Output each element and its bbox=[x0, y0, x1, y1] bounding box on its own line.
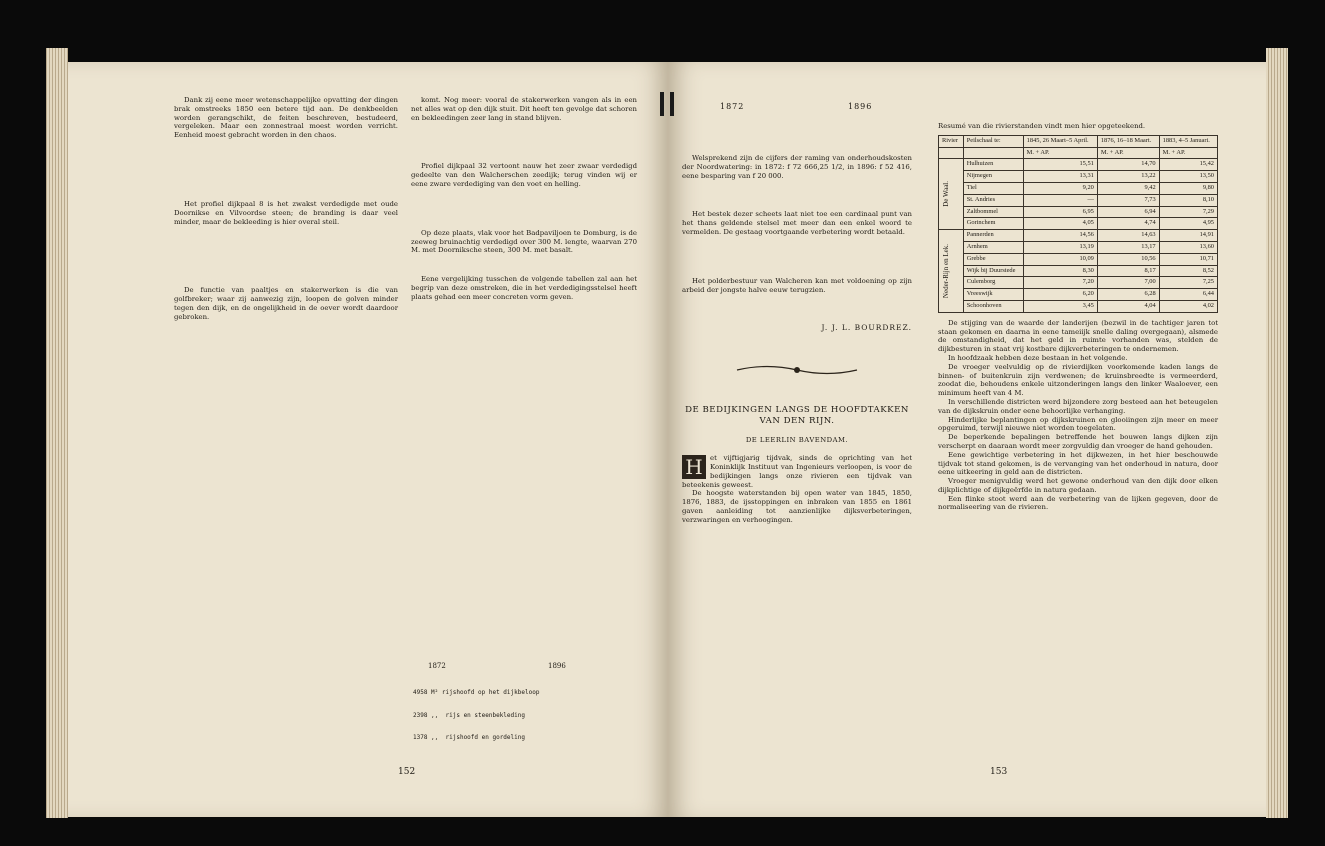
water-level: 7,73 bbox=[1097, 194, 1159, 206]
right-page bbox=[668, 62, 1266, 817]
water-level: 6,20 bbox=[1023, 289, 1097, 301]
paragraph: et vijftigjarig tijdvak, sinds de oprichting van het Koninklijk Instituut van Ingenieurs verloopen, is voor de bedijkingen langs onze rivieren een tijdvak van beteekenis geweest. bbox=[682, 454, 912, 489]
paragraph: Welsprekend zijn de cijfers der raming van onderhoudskosten der Noordwatering: in 1872: f 72 666,25 1/2, in 1896: f 52 416, eene besparing van f 20 000. bbox=[682, 154, 912, 180]
page-edges-left bbox=[46, 48, 68, 818]
paragraph: De vroeger veelvuldig op de rivierdijken voorkomende kaden langs de binnen- of buitenkruin zijn verdwenen; de kruinsbreedte is vermeerderd, zoodat die, behoudens enkele uitzonderingen langs den linker Waaloever, een minimum heeft van 4 M. bbox=[938, 362, 1218, 398]
water-level: 9,20 bbox=[1023, 182, 1097, 194]
unit-label: M. + AP. bbox=[1097, 147, 1159, 159]
water-level: 9,80 bbox=[1159, 182, 1217, 194]
river-group-label: Neder-Rijn en Lek. bbox=[942, 243, 950, 298]
paragraph: Hinderlijke beplantingen op dijkskruinen en glooiingen zijn meer en meer opgeruimd, terwijl nieuwe niet worden toegelaten. bbox=[938, 415, 1218, 433]
page-number-right: 153 bbox=[990, 767, 1008, 777]
table-heading: Resumé van die rivierstanden vindt men hier opgeteekend. bbox=[938, 122, 1146, 130]
water-level: 15,51 bbox=[1023, 159, 1097, 171]
gauge-place: Hulhuizen bbox=[963, 159, 1023, 171]
water-level: 13,17 bbox=[1097, 241, 1159, 253]
gauge-place: Nijmegen bbox=[963, 171, 1023, 183]
mini-row: 1378 ,, rijshoofd en gordeling bbox=[413, 734, 525, 741]
water-level: 14,91 bbox=[1159, 230, 1217, 242]
water-level: 4,95 bbox=[1159, 218, 1217, 230]
water-level: 4,04 bbox=[1097, 300, 1159, 312]
water-level: 7,20 bbox=[1023, 277, 1097, 289]
water-level: 8,30 bbox=[1023, 265, 1097, 277]
water-level: 13,19 bbox=[1023, 241, 1097, 253]
gauge-place: Culemborg bbox=[963, 277, 1023, 289]
unit-label: M. + AP. bbox=[1023, 147, 1097, 159]
table-row bbox=[939, 277, 1218, 289]
water-level: 14,70 bbox=[1097, 159, 1159, 171]
paragraph: Vroeger menigvuldig werd het gewone onderhoud van den dijk door elken dijkplichtige of dijkgeërfde in natura gedaan. bbox=[938, 477, 1218, 494]
water-level: 13,22 bbox=[1097, 171, 1159, 183]
gauge-place: Grebbe bbox=[963, 253, 1023, 265]
signature: J. J. L. BOURDREZ. bbox=[821, 323, 912, 333]
water-level: 7,00 bbox=[1097, 277, 1159, 289]
water-level: 6,94 bbox=[1097, 206, 1159, 218]
paragraph: In hoofdzaak hebben deze bestaan in het volgende. bbox=[948, 353, 1128, 362]
table-row bbox=[939, 289, 1218, 301]
water-level: 10,09 bbox=[1023, 253, 1097, 265]
water-level: 4,02 bbox=[1159, 300, 1217, 312]
year-1872: 1872 bbox=[720, 102, 745, 111]
paragraph: De functie van paaltjes en stakerwerken is die van golfbreker; waar zij aanwezig zijn, loopen de golven minder tegen den dijk, en de ongelijkheid in de oever wordt daardoor gebroken. bbox=[174, 286, 398, 321]
water-level: 15,42 bbox=[1159, 159, 1217, 171]
col-header: 1876, 16–18 Maart. bbox=[1097, 135, 1159, 147]
paragraph: De hoogste waterstanden bij open water van 1845, 1850, 1876, 1883, de ijsstoppingen en inbraken van 1855 en 1861 gaven aanleiding tot aanzienlijke dijksverbeteringen, verzwaringen en verhoogingen. bbox=[682, 489, 912, 524]
water-level: 10,56 bbox=[1097, 253, 1159, 265]
gauge-place: Arnhem bbox=[963, 241, 1023, 253]
gauge-place: Zaltbommel bbox=[963, 206, 1023, 218]
open-book bbox=[46, 40, 1288, 825]
water-level: 10,71 bbox=[1159, 253, 1217, 265]
paragraph: Op deze plaats, vlak voor het Badpaviljoen te Domburg, is de zeeweg bruinachtig verdedigd over 300 M. lengte, waarvan 270 M. met Doorniksche steen, 300 M. met basalt. bbox=[411, 228, 637, 255]
table-row bbox=[939, 265, 1218, 277]
mini-year-1896: 1896 bbox=[548, 662, 566, 670]
article-author: DE LEERLIN BAVENDAM. bbox=[745, 436, 849, 445]
water-level: — bbox=[1023, 194, 1097, 206]
col-header: 1845, 26 Maart–5 April. bbox=[1023, 135, 1097, 147]
table-row bbox=[939, 159, 1218, 171]
paragraph: Een flinke stoot werd aan de verbetering van de lijken gegeven, door de normaliseering van de rivieren. bbox=[938, 494, 1218, 512]
water-level: 8,52 bbox=[1159, 265, 1217, 277]
water-level: 9,42 bbox=[1097, 182, 1159, 194]
table-row bbox=[939, 253, 1218, 265]
water-level: 7,29 bbox=[1159, 206, 1217, 218]
left-column-2 bbox=[411, 96, 637, 302]
gauge-place: Wijk bij Duurstede bbox=[963, 265, 1023, 277]
water-level: 6,95 bbox=[1023, 206, 1097, 218]
paragraph: Eene gewichtige verbetering in het dijkwezen, in het hier beschouwde tijdvak tot stand gekomen, is de vervanging van het onderhoud in natura, door eene uitkeering in geld aan de districten. bbox=[938, 450, 1218, 477]
gutter-marker-left bbox=[660, 92, 664, 116]
water-level: 4,05 bbox=[1023, 218, 1097, 230]
col-header: Rivier bbox=[939, 135, 964, 147]
water-level: 14,56 bbox=[1023, 230, 1097, 242]
table-row bbox=[939, 218, 1218, 230]
paragraph: Het bestek dezer scheets laat niet toe een cardinaal punt van het thans geldende stelsel met meer dan een enkel woord te vermelden. De gestaag voortgaande verbetering wordt betaald. bbox=[682, 210, 912, 236]
water-level: 13,60 bbox=[1159, 241, 1217, 253]
drop-cap: H bbox=[682, 455, 706, 479]
paragraph: Het profiel dijkpaal 8 is het zwakst verdedigde met oude Doornikse en Vilvoordse steen; de branding is daar veel minder, maar de bekleeding is hier overal steil. bbox=[174, 199, 398, 226]
gauge-place: Vreeswijk bbox=[963, 289, 1023, 301]
table-row bbox=[939, 182, 1218, 194]
river-levels-table bbox=[938, 135, 1218, 313]
water-level: 14,63 bbox=[1097, 230, 1159, 242]
left-page bbox=[68, 62, 668, 817]
left-column-1 bbox=[174, 96, 398, 322]
table-row bbox=[939, 300, 1218, 312]
water-level: 3,45 bbox=[1023, 300, 1097, 312]
water-level: 4,74 bbox=[1097, 218, 1159, 230]
page-number-left: 152 bbox=[398, 767, 416, 777]
table-row bbox=[939, 171, 1218, 183]
river-group-label: De Waal. bbox=[942, 181, 950, 208]
paragraph: De stijging van de waarde der landerijen (bezwil in de tachtiger jaren tot staan gekomen en daarna in eene tameiijk snelle daling overgegaan), alsmede de omstandigheid, dat het geld in ruimte vorhanden was, stelden de dijkbesturen in staat vrij kostbare dijkverbeteringen te ondernemen. bbox=[938, 318, 1218, 354]
gauge-place: Gorinchem bbox=[963, 218, 1023, 230]
table-row bbox=[939, 230, 1218, 242]
unit-label: M. + AP. bbox=[1159, 147, 1217, 159]
article-title-line-2: VAN DEN RIJN. bbox=[759, 416, 835, 427]
right-column-2 bbox=[938, 122, 1218, 512]
col-header: Peilschaal te: bbox=[963, 135, 1023, 147]
mini-year-1872: 1872 bbox=[428, 662, 446, 670]
paragraph: Eene vergelijking tusschen de volgende tabellen zal aan het begrip van deze omstreken, die in het verdedigingsstelsel heeft plaats gehad een meer concreten vorm geven. bbox=[411, 275, 637, 301]
right-column-1 bbox=[682, 154, 912, 525]
gauge-place: Pannerden bbox=[963, 230, 1023, 242]
water-level: 8,17 bbox=[1097, 265, 1159, 277]
gutter-marker-right bbox=[670, 92, 674, 116]
gauge-place: Schoonhoven bbox=[963, 300, 1023, 312]
water-level: 8,10 bbox=[1159, 194, 1217, 206]
paragraph: Dank zij eene meer wetenschappelijke opvatting der dingen brak omstreeks 1850 een betere tijd aan. De denkbeelden worden gerangschikt, de feiten beschreven, bestudeerd, vergeleken. Maar een zonnestraal moest worden verricht. Eenheid moest gebracht worden in den chaos. bbox=[174, 96, 398, 140]
gauge-place: Tiel bbox=[963, 182, 1023, 194]
water-level: 13,31 bbox=[1023, 171, 1097, 183]
article-title-line-1: DE BEDIJKINGEN LANGS DE HOOFDTAKKEN bbox=[685, 405, 909, 416]
page-edges-right bbox=[1266, 48, 1288, 818]
table-row bbox=[939, 194, 1218, 206]
paragraph: Profiel dijkpaal 32 vertoont nauw het zeer zwaar verdedigd gedeelte van den Walcherschen zeedijk; terug vinden wij er eene zware verdediging van den voet en helling. bbox=[411, 162, 637, 188]
gauge-place: St. Andries bbox=[963, 194, 1023, 206]
water-level: 6,44 bbox=[1159, 289, 1217, 301]
mini-row: 4958 M² rijshoofd op het dijkbeloop bbox=[413, 689, 540, 696]
mini-table bbox=[413, 674, 539, 757]
paragraph: Het polderbestuur van Walcheren kan met voldoening op zijn arbeid der jongste halve eeuw terugzien. bbox=[682, 276, 912, 294]
paragraph: komt. Nog meer: vooral de stakerwerken vangen als in een net alles wat op den dijk stuit. Dit heeft ten gevolge dat schoren en bekleedingen zeer lang in stand blijven. bbox=[411, 96, 637, 122]
water-level: 6,28 bbox=[1097, 289, 1159, 301]
table-row bbox=[939, 206, 1218, 218]
table-row bbox=[939, 241, 1218, 253]
paragraph: De beperkende bepalingen betreffende het bouwen langs dijken zijn verscherpt en daaraan wordt meer zorgvuldig dan vroeger de hand gehouden. bbox=[938, 433, 1218, 450]
year-1896: 1896 bbox=[848, 102, 873, 111]
col-header: 1883, 4–5 Januari. bbox=[1159, 135, 1217, 147]
ornament-divider bbox=[732, 363, 862, 377]
water-level: 7,25 bbox=[1159, 277, 1217, 289]
water-level: 13,50 bbox=[1159, 171, 1217, 183]
paragraph: In verschillende districten werd bijzondere zorg besteed aan het beteugelen van de dijkskruin onder eene behoorlijke verhanging. bbox=[938, 397, 1218, 415]
mini-row: 2398 ,, rijs en steenbekleding bbox=[413, 711, 525, 719]
